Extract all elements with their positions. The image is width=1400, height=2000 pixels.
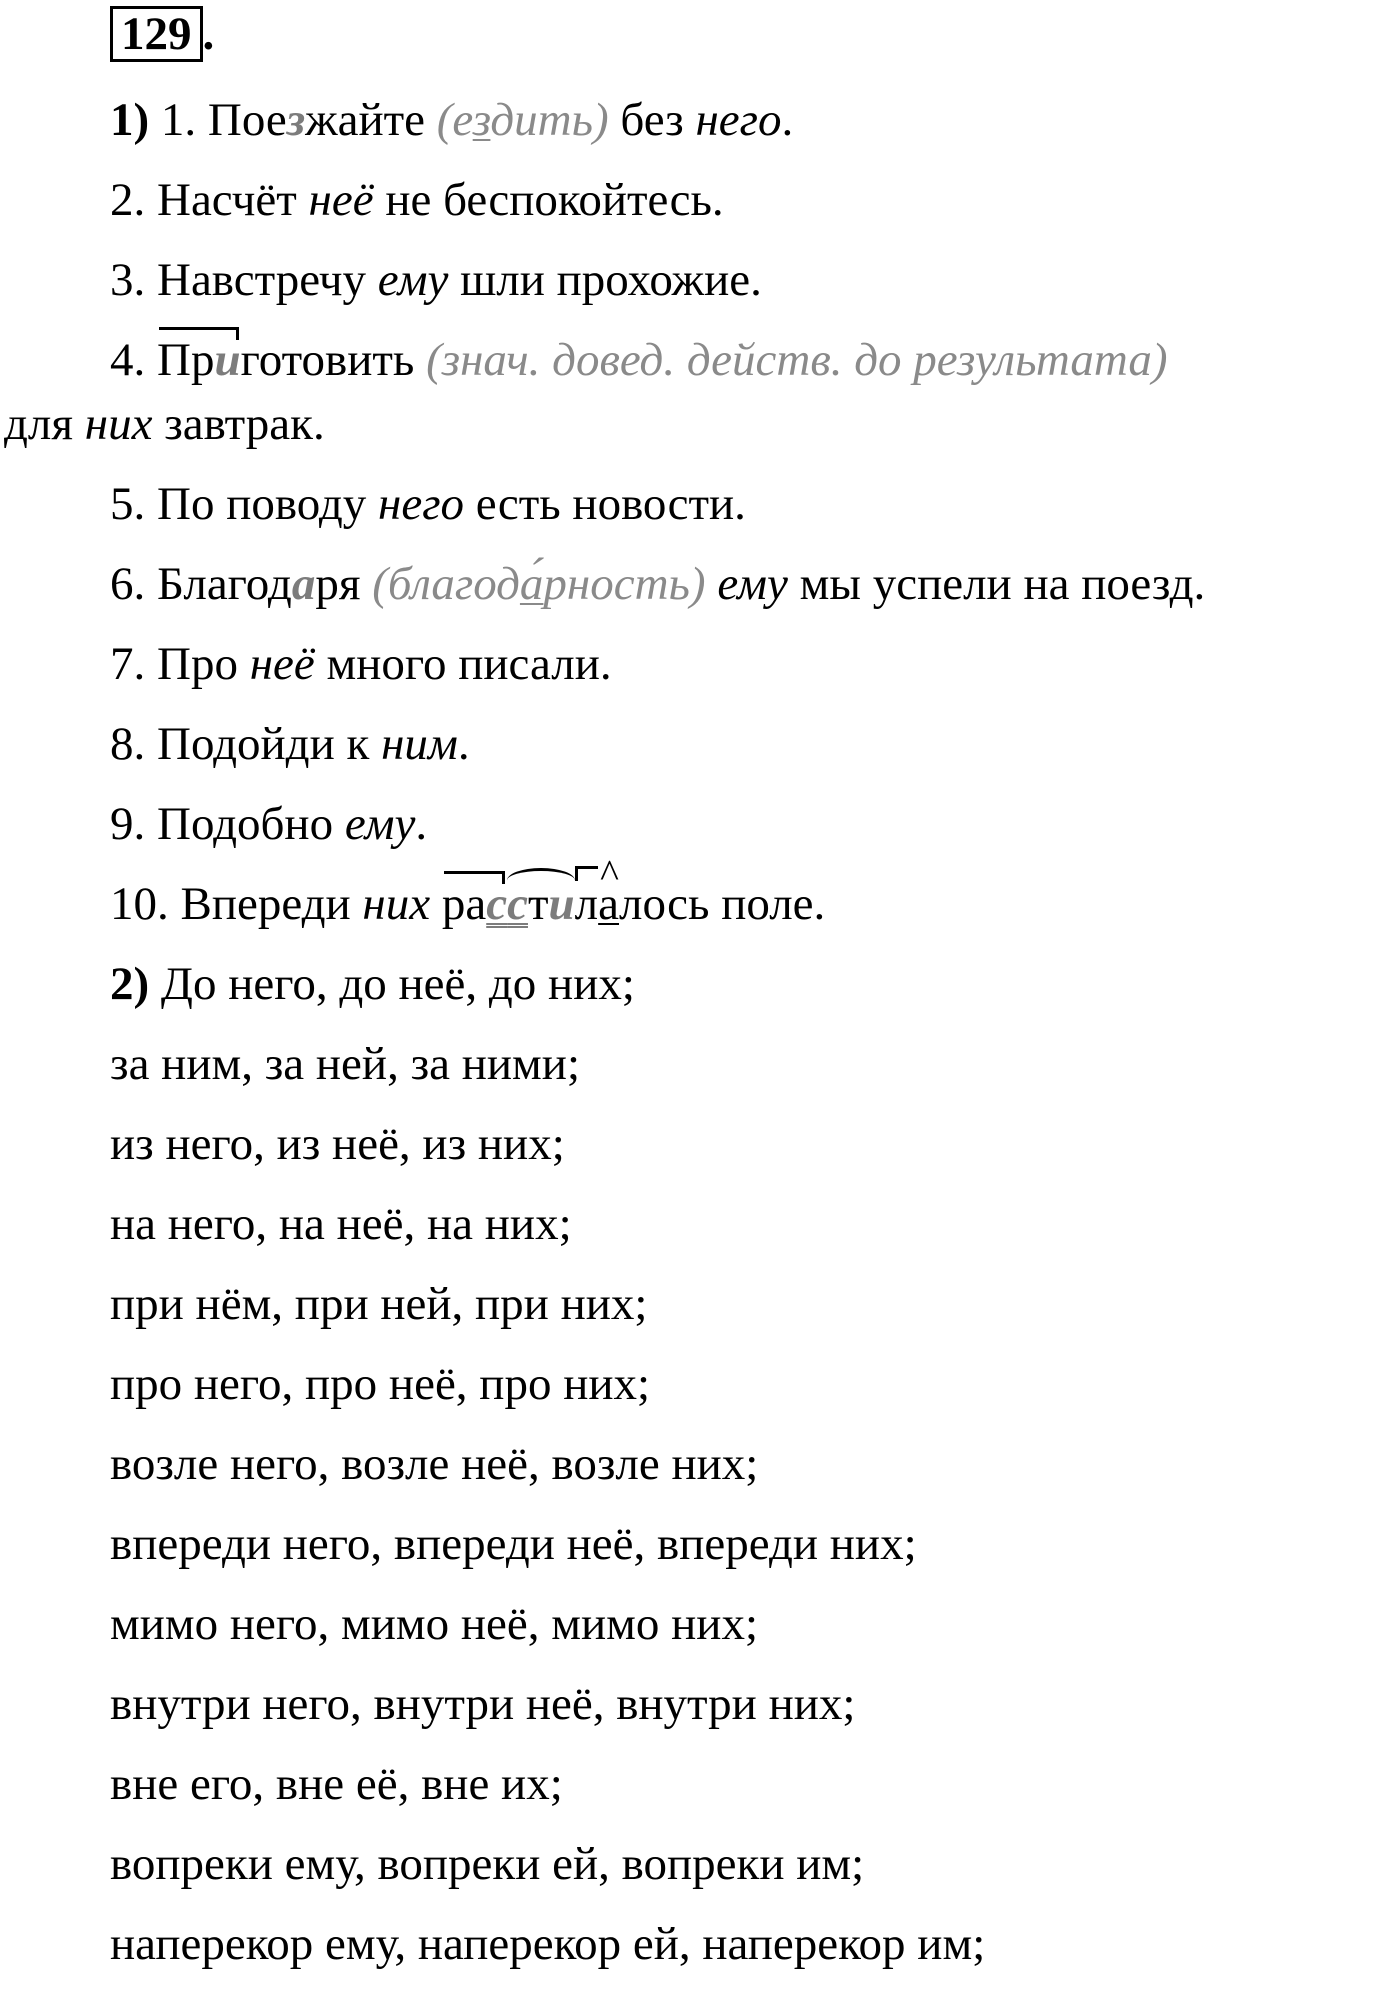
phrase-list: До него, до неё, до них; bbox=[149, 958, 635, 1010]
sentence-text: . bbox=[415, 798, 428, 850]
part2-line: впереди него, впереди неё, впереди них; bbox=[110, 1518, 917, 1570]
pronoun: него bbox=[695, 94, 782, 146]
sentence-number: 1. bbox=[160, 94, 208, 146]
highlighted-letter: с bbox=[507, 878, 528, 930]
prefix-text: ра bbox=[441, 878, 487, 930]
suffix-text: л bbox=[574, 878, 599, 930]
exercise-number bbox=[110, 6, 214, 62]
exercise-number-box: 129 bbox=[110, 6, 203, 62]
prefix-text: Пр bbox=[157, 334, 215, 386]
word-part: готовить bbox=[240, 334, 415, 386]
sentence-8 bbox=[110, 716, 470, 772]
part2-line: за ним, за ней, за ними; bbox=[110, 1038, 580, 1090]
part1-label: 1) bbox=[110, 94, 150, 146]
sentence-text: 10. Впереди bbox=[110, 878, 363, 930]
hint-text: (е bbox=[425, 94, 473, 146]
sentence-9 bbox=[110, 796, 427, 852]
sentence-10 bbox=[110, 876, 825, 932]
pronoun: них bbox=[84, 398, 153, 450]
sentence-7 bbox=[110, 636, 612, 692]
part2-line: при нём, при ней, при них; bbox=[110, 1278, 648, 1330]
sentence-text: 8. Подойди к bbox=[110, 718, 382, 770]
sentence-number: 4. bbox=[110, 334, 157, 386]
sentence-text: поле. bbox=[709, 878, 826, 930]
hint-text: (благод bbox=[360, 558, 520, 610]
sentence-text: мы успели на поезд. bbox=[787, 558, 1206, 610]
sentence-text: ря bbox=[315, 558, 361, 610]
sentence-text: 2. Насчёт bbox=[110, 174, 309, 226]
sentence-2 bbox=[110, 172, 724, 228]
sentence-text: для bbox=[4, 398, 85, 450]
hint-underlined-letter: а́ bbox=[519, 558, 544, 610]
sentence-text: . bbox=[457, 718, 470, 770]
sentence-text: много писали. bbox=[314, 638, 612, 690]
part2-line-1 bbox=[110, 956, 635, 1012]
sentence-text: завтрак. bbox=[152, 398, 325, 450]
hint-text: рность) bbox=[543, 558, 706, 610]
prefix-mark bbox=[442, 876, 507, 932]
sentence-1 bbox=[110, 92, 793, 148]
highlighted-letter: и bbox=[548, 878, 575, 930]
sentence-text: шли прохожие. bbox=[448, 254, 762, 306]
word-part: жайте bbox=[305, 94, 426, 146]
part2-line: про него, про неё, про них; bbox=[110, 1358, 651, 1410]
sentence-text: без bbox=[608, 94, 696, 146]
part2-label: 2) bbox=[110, 958, 150, 1010]
pronoun: ему bbox=[344, 798, 416, 850]
part2-line: внутри него, внутри неё, внутри них; bbox=[110, 1678, 856, 1730]
pronoun: ему bbox=[377, 254, 449, 306]
pronoun: него bbox=[378, 478, 465, 530]
sentence-text: . bbox=[781, 94, 794, 146]
word-part: лось bbox=[619, 878, 710, 930]
pronoun: неё bbox=[308, 174, 374, 226]
hint-text: (знач. довед. действ. до результата) bbox=[414, 334, 1168, 386]
part2-line: вне его, вне её, вне их; bbox=[110, 1758, 563, 1810]
sentence-5 bbox=[110, 476, 746, 532]
hint-underlined-letter: з bbox=[472, 94, 491, 146]
sentence-text: 6. Благод bbox=[110, 558, 292, 610]
part2-line: из него, из неё, из них; bbox=[110, 1118, 565, 1170]
part2-line: вопреки ему, вопреки ей, вопреки им; bbox=[110, 1838, 865, 1890]
prefix-mark bbox=[157, 332, 241, 388]
part2-line: на него, на неё, на них; bbox=[110, 1198, 572, 1250]
root-text: т bbox=[527, 878, 549, 930]
sentence-4-continuation bbox=[4, 396, 325, 452]
sentence-text: 3. Навстречу bbox=[110, 254, 378, 306]
sentence-text: 9. Подобно bbox=[110, 798, 345, 850]
pronoun: ему bbox=[717, 558, 788, 610]
sentence-4 bbox=[110, 332, 1168, 388]
highlighted-letter: с bbox=[486, 878, 508, 930]
sentence-text bbox=[430, 878, 442, 930]
part2-line: возле него, возле неё, возле них; bbox=[110, 1438, 759, 1490]
hint-text: дить) bbox=[490, 94, 609, 146]
sentence-text: 5. По поводу bbox=[110, 478, 379, 530]
sentence-6 bbox=[110, 556, 1205, 612]
pronoun: ним bbox=[381, 718, 458, 770]
sentence-text: есть новости. bbox=[464, 478, 746, 530]
ending-letter: ^ а bbox=[598, 876, 619, 932]
highlighted-letter: а bbox=[291, 558, 316, 610]
sentence-3 bbox=[110, 252, 762, 308]
root-mark bbox=[507, 876, 575, 932]
word-part: Пое bbox=[207, 94, 287, 146]
highlighted-letter: з bbox=[286, 94, 306, 146]
sentence-text: не беспокойтесь. bbox=[373, 174, 724, 226]
pronoun: неё bbox=[249, 638, 315, 690]
sentence-text: 7. Про bbox=[110, 638, 250, 690]
pronoun: них bbox=[362, 878, 431, 930]
sentence-text bbox=[706, 558, 718, 610]
exercise-number-dot: . bbox=[202, 8, 215, 60]
part2-line: мимо него, мимо неё, мимо них; bbox=[110, 1598, 759, 1650]
part2-line: наперекор ему, наперекор ей, наперекор им; bbox=[110, 1918, 986, 1970]
suffix-mark bbox=[575, 876, 598, 932]
highlighted-letter: и bbox=[214, 334, 241, 386]
